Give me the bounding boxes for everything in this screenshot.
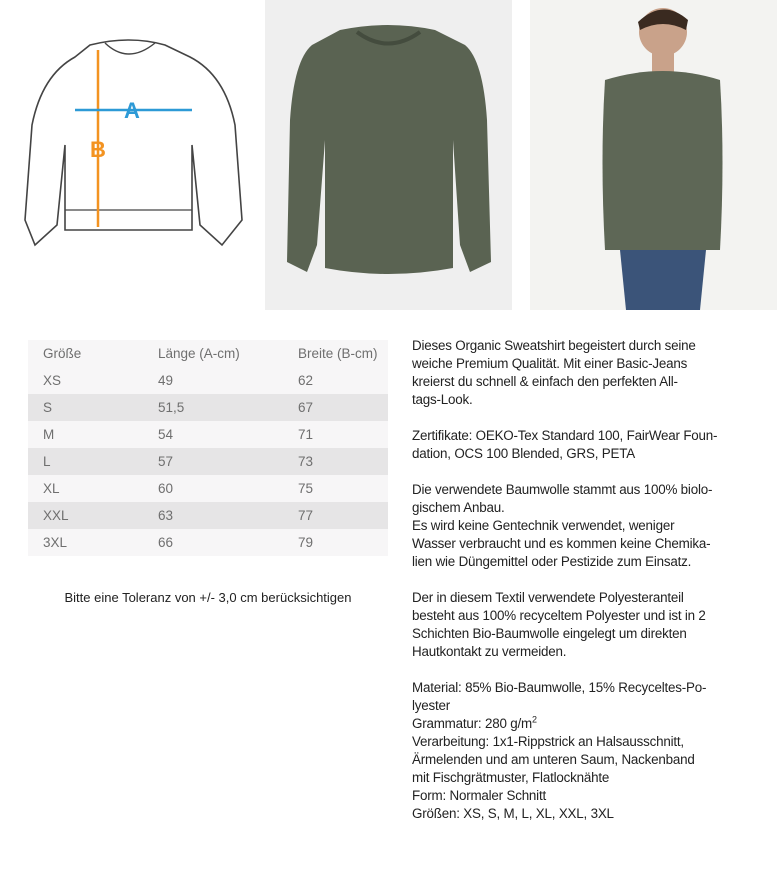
text-line: Es wird keine Gentechnik verwendet, weniger (412, 518, 675, 533)
text-line: Die verwendete Baumwolle stammt aus 100% biolo- (412, 482, 713, 497)
text-line: Ärmelenden und am unteren Saum, Nackenband (412, 752, 695, 767)
label-a: A (124, 98, 140, 123)
table-cell: M (43, 427, 55, 442)
header-length: Länge (A-cm) (158, 346, 240, 361)
table-cell: 75 (298, 481, 314, 496)
table-cell: XL (43, 481, 60, 496)
text-line: Form: Normaler Schnitt (412, 788, 546, 803)
text-line: Hautkontakt zu vermeiden. (412, 644, 567, 659)
header-width: Breite (B-cm) (298, 346, 378, 361)
table-cell: XXL (43, 508, 69, 523)
table-cell: L (43, 454, 51, 469)
text-line: Größen: XS, S, M, L, XL, XXL, 3XL (412, 806, 614, 821)
grammatur-line: Grammatur: 280 $g/m^2$ (412, 714, 537, 731)
table-row (28, 475, 388, 502)
table-row (28, 367, 388, 394)
text-line: Verarbeitung: 1x1-Rippstrick an Halsausschnitt, (412, 734, 684, 749)
table-cell: 60 (158, 481, 174, 496)
text-line: kreierst du schnell & einfach den perfekten All- (412, 374, 678, 389)
table-cell: 66 (158, 535, 174, 550)
table-cell: 57 (158, 454, 174, 469)
table-row (28, 421, 388, 448)
table-cell: 79 (298, 535, 314, 550)
table-cell: 71 (298, 427, 314, 442)
table-cell: 67 (298, 400, 314, 415)
text-line: gischem Anbau. (412, 500, 505, 515)
text-line: besteht aus 100% recyceltem Polyester und ist in 2 (412, 608, 706, 623)
size-table (28, 340, 388, 556)
description-paragraph (412, 589, 752, 661)
table-cell: 54 (158, 427, 174, 442)
text-line: Wasser verbraucht und es kommen keine Chemika- (412, 536, 711, 551)
description-paragraph (412, 481, 752, 571)
table-cell: 73 (298, 454, 314, 469)
text-line: dation, OCS 100 Blended, GRS, PETA (412, 446, 635, 461)
table-row (28, 529, 388, 556)
table-row (28, 502, 388, 529)
text-line: weiche Premium Qualität. Mit einer Basic-Jeans (412, 356, 688, 371)
table-cell: S (43, 400, 53, 415)
sweatshirt-outline (25, 40, 242, 245)
description-paragraph (412, 427, 752, 463)
text-line: lien wie Düngemittel oder Pestizide zum Einsatz. (412, 554, 692, 569)
text-line: Schichten Bio-Baumwolle eingelegt um direkten (412, 626, 687, 641)
table-cell: 77 (298, 508, 314, 523)
table-cell: 49 (158, 373, 174, 388)
text-line: Zertifikate: OEKO-Tex Standard 100, FairWear Foun- (412, 428, 718, 443)
table-row (28, 448, 388, 475)
size-diagram (20, 35, 250, 250)
table-cell: 3XL (43, 535, 68, 550)
table-cell: 51,5 (158, 400, 185, 415)
product-photo (265, 0, 512, 310)
text-line: mit Fischgrätmuster, Flatlocknähte (412, 770, 610, 785)
header-size: Größe (43, 346, 82, 361)
model-photo (530, 0, 777, 310)
text-line: lyester (412, 698, 451, 713)
table-header (28, 340, 388, 367)
text-line: Material: 85% Bio-Baumwolle, 15% Recyceltes-Po- (412, 680, 707, 695)
table-cell: XS (43, 373, 62, 388)
description-paragraph (412, 679, 752, 715)
description-paragraph (412, 337, 752, 409)
product-description (412, 337, 752, 823)
table-cell: 63 (158, 508, 174, 523)
table-row (28, 394, 388, 421)
tolerance-note: Bitte eine Toleranz von +/- 3,0 cm berücksichtigen (64, 590, 352, 605)
sweatshirt-image (287, 25, 491, 274)
text-line: Der in diesem Textil verwendete Polyesteranteil (412, 590, 684, 605)
table-cell: 62 (298, 373, 314, 388)
text-line: Dieses Organic Sweatshirt begeistert durch seine (412, 338, 696, 353)
text-line: tags-Look. (412, 392, 473, 407)
label-b: B (90, 137, 106, 162)
